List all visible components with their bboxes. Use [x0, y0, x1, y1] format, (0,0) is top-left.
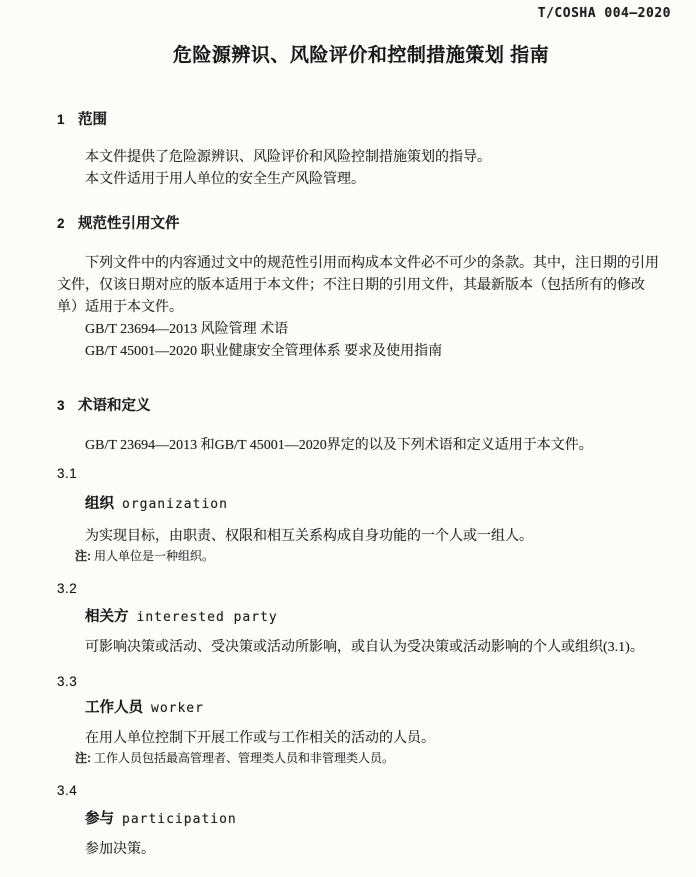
term-english: organization: [122, 497, 228, 512]
paragraph: 本文件提供了危险源辨识、风险评价和风险控制措施策划的指导。: [85, 150, 491, 165]
term-english: worker: [151, 701, 204, 716]
clause-title: 范围: [78, 112, 107, 128]
term-note: [75, 548, 665, 564]
clause-number: 1: [57, 112, 65, 127]
term-title: [85, 810, 665, 829]
term-id: 3.3: [57, 674, 78, 689]
term-note: [75, 750, 665, 766]
term-entry-worker: [57, 673, 665, 766]
term-entry-interested-party: [57, 580, 665, 659]
term-title: [85, 608, 665, 627]
reference-item: GB/T 45001—2020 职业健康安全管理体系 要求及使用指南: [85, 344, 443, 359]
term-english: participation: [122, 812, 237, 827]
clause-heading-scope: [57, 111, 665, 129]
term-entry-organization: [57, 465, 665, 564]
term-id: 3.1: [57, 466, 78, 481]
clause-title: 规范性引用文件: [78, 216, 180, 232]
term-chinese: 参与: [85, 811, 114, 827]
term-title: [85, 699, 665, 718]
term-chinese: 工作人员: [85, 700, 143, 716]
term-definition: 参加决策。: [85, 842, 155, 857]
clause-number: 2: [57, 216, 65, 231]
term-chinese: 相关方: [85, 609, 129, 625]
note-text: 工作人员包括最高管理者、管理类人员和非管理类人员。: [94, 751, 395, 765]
term-definition: 为实现目标，由职责、权限和相互关系构成自身功能的一个人或一组人。: [85, 529, 533, 544]
page-title: 危险源辨识、风险评价和控制措施策划 指南: [172, 45, 550, 66]
section-normative-references: [57, 215, 665, 363]
doc-number: T/COSHA 004—2020: [537, 6, 671, 21]
term-definition: 可影响决策或活动、受决策或活动所影响，或自认为受决策或活动影响的个人或组织(3.1)。: [85, 640, 644, 655]
clause-number: 3: [57, 398, 65, 413]
term-id: 3.2: [57, 581, 78, 596]
clause-heading-normative-references: [57, 215, 665, 233]
term-chinese: 组织: [85, 496, 114, 512]
term-id: 3.4: [57, 783, 78, 798]
reference-item: GB/T 23694—2013 风险管理 术语: [85, 322, 289, 337]
note-text: 用人单位是一种组织。: [94, 549, 215, 563]
note-label: 注:: [75, 751, 91, 765]
term-english: interested party: [136, 610, 278, 625]
term-definition: 在用人单位控制下开展工作或与工作相关的活动的人员。: [85, 731, 435, 746]
paragraph: 本文件适用于用人单位的安全生产风险管理。: [85, 172, 365, 187]
term-entry-participation: [57, 782, 665, 861]
term-title: [85, 495, 665, 514]
clause-heading-terms: [57, 397, 665, 415]
clause-title: 术语和定义: [78, 398, 151, 414]
section-terms-and-definitions: [57, 397, 665, 861]
section-scope: [57, 111, 665, 191]
paragraph: 下列文件中的内容通过文中的规范性引用而构成本文件必不可少的条款。其中，注日期的引用文件，仅该日期对应的版本适用于本文件；不注日期的引用文件，其最新版本（包括所有的修改单）适用于本文件。: [57, 256, 659, 315]
note-label: 注:: [75, 549, 91, 563]
paragraph: GB/T 23694—2013 和GB/T 45001—2020界定的以及下列术语和定义适用于本文件。: [85, 438, 593, 453]
